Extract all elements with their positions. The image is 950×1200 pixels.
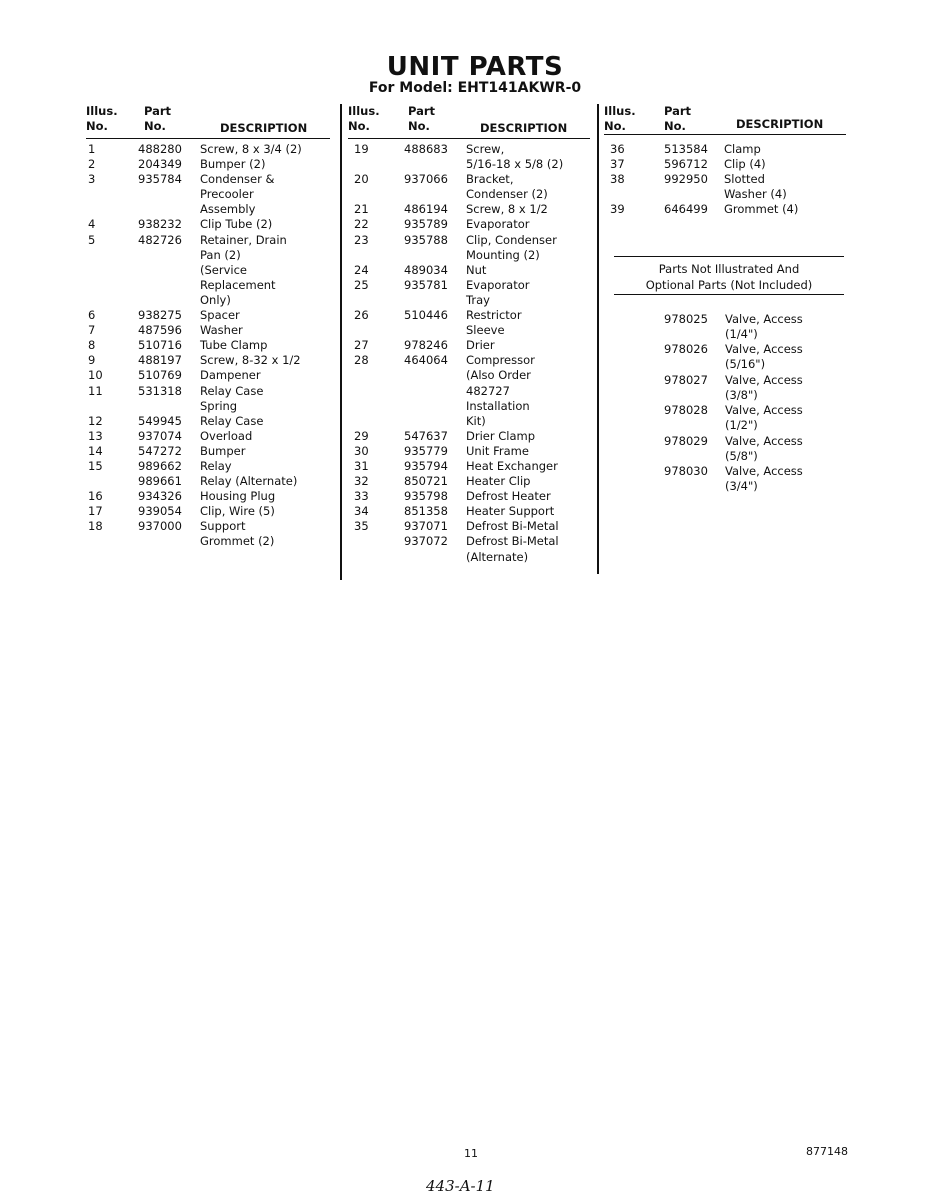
table-row xyxy=(86,217,330,232)
table-row xyxy=(86,308,330,323)
part-description: Drier Clamp xyxy=(466,428,536,443)
description-header: DESCRIPTION xyxy=(736,117,824,131)
column-header xyxy=(604,104,846,135)
part-number: 992950 xyxy=(664,172,708,187)
part-number: 937074 xyxy=(138,428,182,443)
illus-number: 1 xyxy=(88,142,96,156)
part-number: 646499 xyxy=(664,202,708,217)
illus-number: 29 xyxy=(354,428,369,443)
part-number: 937000 xyxy=(138,519,182,534)
part-description: Heater Support xyxy=(466,504,555,519)
parts-column-2 xyxy=(348,104,590,565)
divider-line xyxy=(614,256,844,257)
part-number: 935784 xyxy=(138,172,182,187)
part-description: Heat Exchanger xyxy=(466,459,558,473)
part-number: 487596 xyxy=(138,323,182,338)
part-number: 978029 xyxy=(664,433,708,448)
part-description: Screw, 8 x 1/2 xyxy=(466,202,548,217)
parts-list xyxy=(86,139,330,550)
page-number: 11 xyxy=(464,1147,478,1160)
illus-number: 21 xyxy=(354,202,369,217)
part-number: 204349 xyxy=(138,157,182,172)
illus-number: 31 xyxy=(354,459,369,473)
part-number: 547272 xyxy=(138,443,182,458)
part-number: 978028 xyxy=(664,403,708,418)
table-row xyxy=(664,312,844,342)
part-description: Clamp xyxy=(724,142,761,156)
illus-number: 6 xyxy=(88,308,96,323)
part-description: Clip (4) xyxy=(724,157,766,172)
part-number: 513584 xyxy=(664,142,708,156)
part-number: 978030 xyxy=(664,463,708,478)
part-description: Spacer xyxy=(200,308,240,323)
table-row xyxy=(348,459,590,474)
illus-number: 18 xyxy=(88,519,103,534)
column-header xyxy=(86,104,330,139)
part-number: 937072 xyxy=(404,534,448,549)
part-description: Relay xyxy=(200,459,232,474)
part-number: 978027 xyxy=(664,372,708,387)
part-description: Grommet (4) xyxy=(724,202,799,217)
description-header: DESCRIPTION xyxy=(480,121,568,135)
part-number: 549945 xyxy=(138,413,182,428)
part-number: 935789 xyxy=(404,217,448,232)
table-row xyxy=(86,368,330,383)
part-description: Valve, Access (3/4") xyxy=(725,463,803,494)
part-number: 938275 xyxy=(138,308,182,323)
illus-number: 17 xyxy=(88,504,103,519)
part-description: Defrost Bi-Metal xyxy=(466,519,559,534)
part-number: 510716 xyxy=(138,338,182,353)
part-no-header: Part No. xyxy=(144,104,172,133)
part-number: 488280 xyxy=(138,142,182,156)
table-row xyxy=(348,202,590,217)
part-number: 482726 xyxy=(138,232,182,247)
table-row xyxy=(348,504,590,519)
illus-number: 36 xyxy=(610,142,625,156)
illus-no-header: Illus. No. xyxy=(604,104,636,133)
illus-number: 25 xyxy=(354,277,369,292)
part-description: Bumper xyxy=(200,443,246,458)
handwritten-note: 443-A-11 xyxy=(426,1177,495,1195)
illus-number: 8 xyxy=(88,338,96,353)
part-number: 934326 xyxy=(138,489,182,504)
illus-number: 9 xyxy=(88,353,96,368)
illus-number: 30 xyxy=(354,443,369,458)
part-description: Washer xyxy=(200,323,243,338)
page-title: UNIT PARTS xyxy=(386,52,564,82)
table-row xyxy=(86,353,330,368)
table-row xyxy=(604,142,846,157)
illus-number: 11 xyxy=(88,383,103,398)
part-number: 935798 xyxy=(404,489,448,504)
parts-column-3 xyxy=(604,104,846,217)
part-description: Valve, Access (3/8") xyxy=(725,372,803,402)
part-description: Condenser & Precooler Assembly xyxy=(200,172,275,217)
table-row xyxy=(348,172,590,202)
table-row xyxy=(86,323,330,338)
part-number: 851358 xyxy=(404,504,448,519)
part-description: Restrictor Sleeve xyxy=(466,308,522,338)
part-description: Slotted Washer (4) xyxy=(724,172,787,202)
table-row xyxy=(348,489,590,504)
part-description: Heater Clip xyxy=(466,474,531,489)
part-description: Support Grommet (2) xyxy=(200,519,275,549)
illus-number: 35 xyxy=(354,519,369,534)
illus-number: 4 xyxy=(88,217,96,232)
column-header xyxy=(348,104,590,139)
table-row xyxy=(86,504,330,519)
illus-number: 32 xyxy=(354,474,369,489)
illus-number: 15 xyxy=(88,459,103,474)
part-description: Relay Case xyxy=(200,413,264,428)
illus-number: 3 xyxy=(88,172,96,187)
table-row xyxy=(604,157,846,172)
illus-number: 39 xyxy=(610,202,625,217)
table-row xyxy=(348,338,590,353)
part-number: 937066 xyxy=(404,172,448,187)
part-description: Clip Tube (2) xyxy=(200,217,273,232)
illus-number: 34 xyxy=(354,504,369,519)
illus-number: 10 xyxy=(88,368,103,383)
part-number: 989661 xyxy=(138,474,182,489)
illus-number: 28 xyxy=(354,353,369,368)
table-row xyxy=(604,172,846,202)
part-number: 510769 xyxy=(138,368,182,383)
table-row xyxy=(86,489,330,504)
part-number: 935794 xyxy=(404,459,448,473)
table-row xyxy=(348,308,590,338)
part-number: 939054 xyxy=(138,504,182,519)
table-row xyxy=(348,263,590,278)
illus-number: 22 xyxy=(354,217,369,232)
table-row xyxy=(86,459,330,474)
column-divider xyxy=(597,104,599,574)
part-number: 978246 xyxy=(404,338,448,353)
description-header: DESCRIPTION xyxy=(220,121,308,135)
part-description: Evaporator xyxy=(466,217,530,232)
part-description: Clip, Wire (5) xyxy=(200,504,275,519)
table-row xyxy=(86,444,330,459)
part-description: Bracket, Condenser (2) xyxy=(466,172,548,202)
illus-number: 38 xyxy=(610,172,625,187)
part-description: Defrost Bi-Metal (Alternate) xyxy=(466,534,559,564)
illus-number: 20 xyxy=(354,172,369,187)
part-number: 938232 xyxy=(138,217,182,232)
part-number: 531318 xyxy=(138,383,182,398)
table-row xyxy=(348,278,590,308)
table-row xyxy=(664,373,844,403)
part-description: Clip, Condenser Mounting (2) xyxy=(466,232,557,262)
table-row xyxy=(348,353,590,429)
table-row xyxy=(664,342,844,372)
illus-number: 2 xyxy=(88,157,96,172)
part-description: Housing Plug xyxy=(200,489,276,504)
part-number: 489034 xyxy=(404,262,448,277)
part-description: Valve, Access (5/16") xyxy=(725,342,803,372)
parts-list xyxy=(664,312,844,494)
part-description: Valve, Access (5/8") xyxy=(725,433,803,463)
part-number: 935788 xyxy=(404,232,448,247)
illus-number: 33 xyxy=(354,489,369,504)
illus-no-header: Illus. No. xyxy=(86,104,118,133)
table-row xyxy=(664,403,844,433)
part-number: 547637 xyxy=(404,428,448,443)
parts-list xyxy=(604,135,846,217)
illus-number: 19 xyxy=(354,142,369,156)
part-no-header: Part No. xyxy=(408,104,436,133)
part-description: Valve, Access (1/4") xyxy=(725,312,803,342)
table-row xyxy=(348,142,590,172)
table-row xyxy=(348,217,590,232)
part-number: 510446 xyxy=(404,308,448,323)
illus-number: 12 xyxy=(88,413,103,428)
part-description: Tube Clamp xyxy=(200,338,268,353)
table-row xyxy=(664,464,844,494)
optional-parts-heading: Parts Not Illustrated And Optional Parts (Not Included) xyxy=(645,262,813,292)
illus-number: 26 xyxy=(354,308,369,323)
illus-number: 5 xyxy=(88,232,96,247)
table-row xyxy=(86,429,330,444)
part-description: Nut xyxy=(466,262,487,277)
optional-parts-list xyxy=(664,312,844,494)
part-number: 935781 xyxy=(404,277,448,292)
parts-list xyxy=(348,139,590,565)
part-description: Defrost Heater xyxy=(466,489,551,504)
part-description: Screw, 8 x 3/4 (2) xyxy=(200,142,302,156)
table-row xyxy=(86,474,330,489)
part-number: 464064 xyxy=(404,353,448,368)
part-description: Dampener xyxy=(200,368,261,383)
illus-number: 23 xyxy=(354,232,369,247)
part-number: 596712 xyxy=(664,157,708,172)
part-description: Bumper (2) xyxy=(200,157,266,172)
part-description: Screw, 5/16-18 x 5/8 (2) xyxy=(466,142,564,172)
table-row xyxy=(86,142,330,157)
table-row xyxy=(664,434,844,464)
divider-line xyxy=(614,294,844,295)
part-description: Drier xyxy=(466,338,495,353)
part-description: Retainer, Drain Pan (2) (Service Replacement Only) xyxy=(200,232,287,307)
part-description: Valve, Access (1/2") xyxy=(725,403,803,433)
part-description: Overload xyxy=(200,428,253,443)
illus-number: 16 xyxy=(88,489,103,504)
column-divider xyxy=(340,104,342,580)
parts-column-1 xyxy=(86,104,330,550)
table-row xyxy=(86,414,330,429)
part-description: Compressor (Also Order 482727 Installation Kit) xyxy=(466,353,535,428)
illus-number: 37 xyxy=(610,157,625,172)
part-number: 989662 xyxy=(138,459,182,474)
table-row xyxy=(86,384,330,414)
illus-number: 27 xyxy=(354,338,369,353)
table-row xyxy=(348,444,590,459)
table-row xyxy=(348,534,590,564)
part-number: 978026 xyxy=(664,342,708,357)
model-subtitle: For Model: EHT141AKWR-0 xyxy=(368,80,582,96)
illus-no-header: Illus. No. xyxy=(348,104,380,133)
document-code: 877148 xyxy=(806,1145,848,1158)
part-description: Screw, 8-32 x 1/2 xyxy=(200,353,301,368)
table-row xyxy=(86,172,330,217)
part-number: 488197 xyxy=(138,353,182,368)
illus-number: 13 xyxy=(88,428,103,443)
part-number: 850721 xyxy=(404,474,448,489)
illus-number: 14 xyxy=(88,443,103,458)
table-row xyxy=(348,474,590,489)
table-row xyxy=(86,157,330,172)
part-number: 935779 xyxy=(404,443,448,458)
part-number: 488683 xyxy=(404,142,448,156)
part-description: Relay (Alternate) xyxy=(200,474,298,489)
table-row xyxy=(348,429,590,444)
part-description: Evaporator Tray xyxy=(466,277,530,307)
table-row xyxy=(86,519,330,549)
part-description: Unit Frame xyxy=(466,443,529,458)
part-number: 486194 xyxy=(404,202,448,217)
table-row xyxy=(348,233,590,263)
illus-number: 24 xyxy=(354,262,369,277)
part-description: Relay Case Spring xyxy=(200,383,264,413)
table-row xyxy=(604,202,846,217)
table-row xyxy=(348,519,590,534)
table-row xyxy=(86,233,330,309)
part-no-header: Part No. xyxy=(664,104,692,133)
table-row xyxy=(86,338,330,353)
part-number: 937071 xyxy=(404,519,448,534)
part-number: 978025 xyxy=(664,312,708,326)
illus-number: 7 xyxy=(88,323,96,338)
